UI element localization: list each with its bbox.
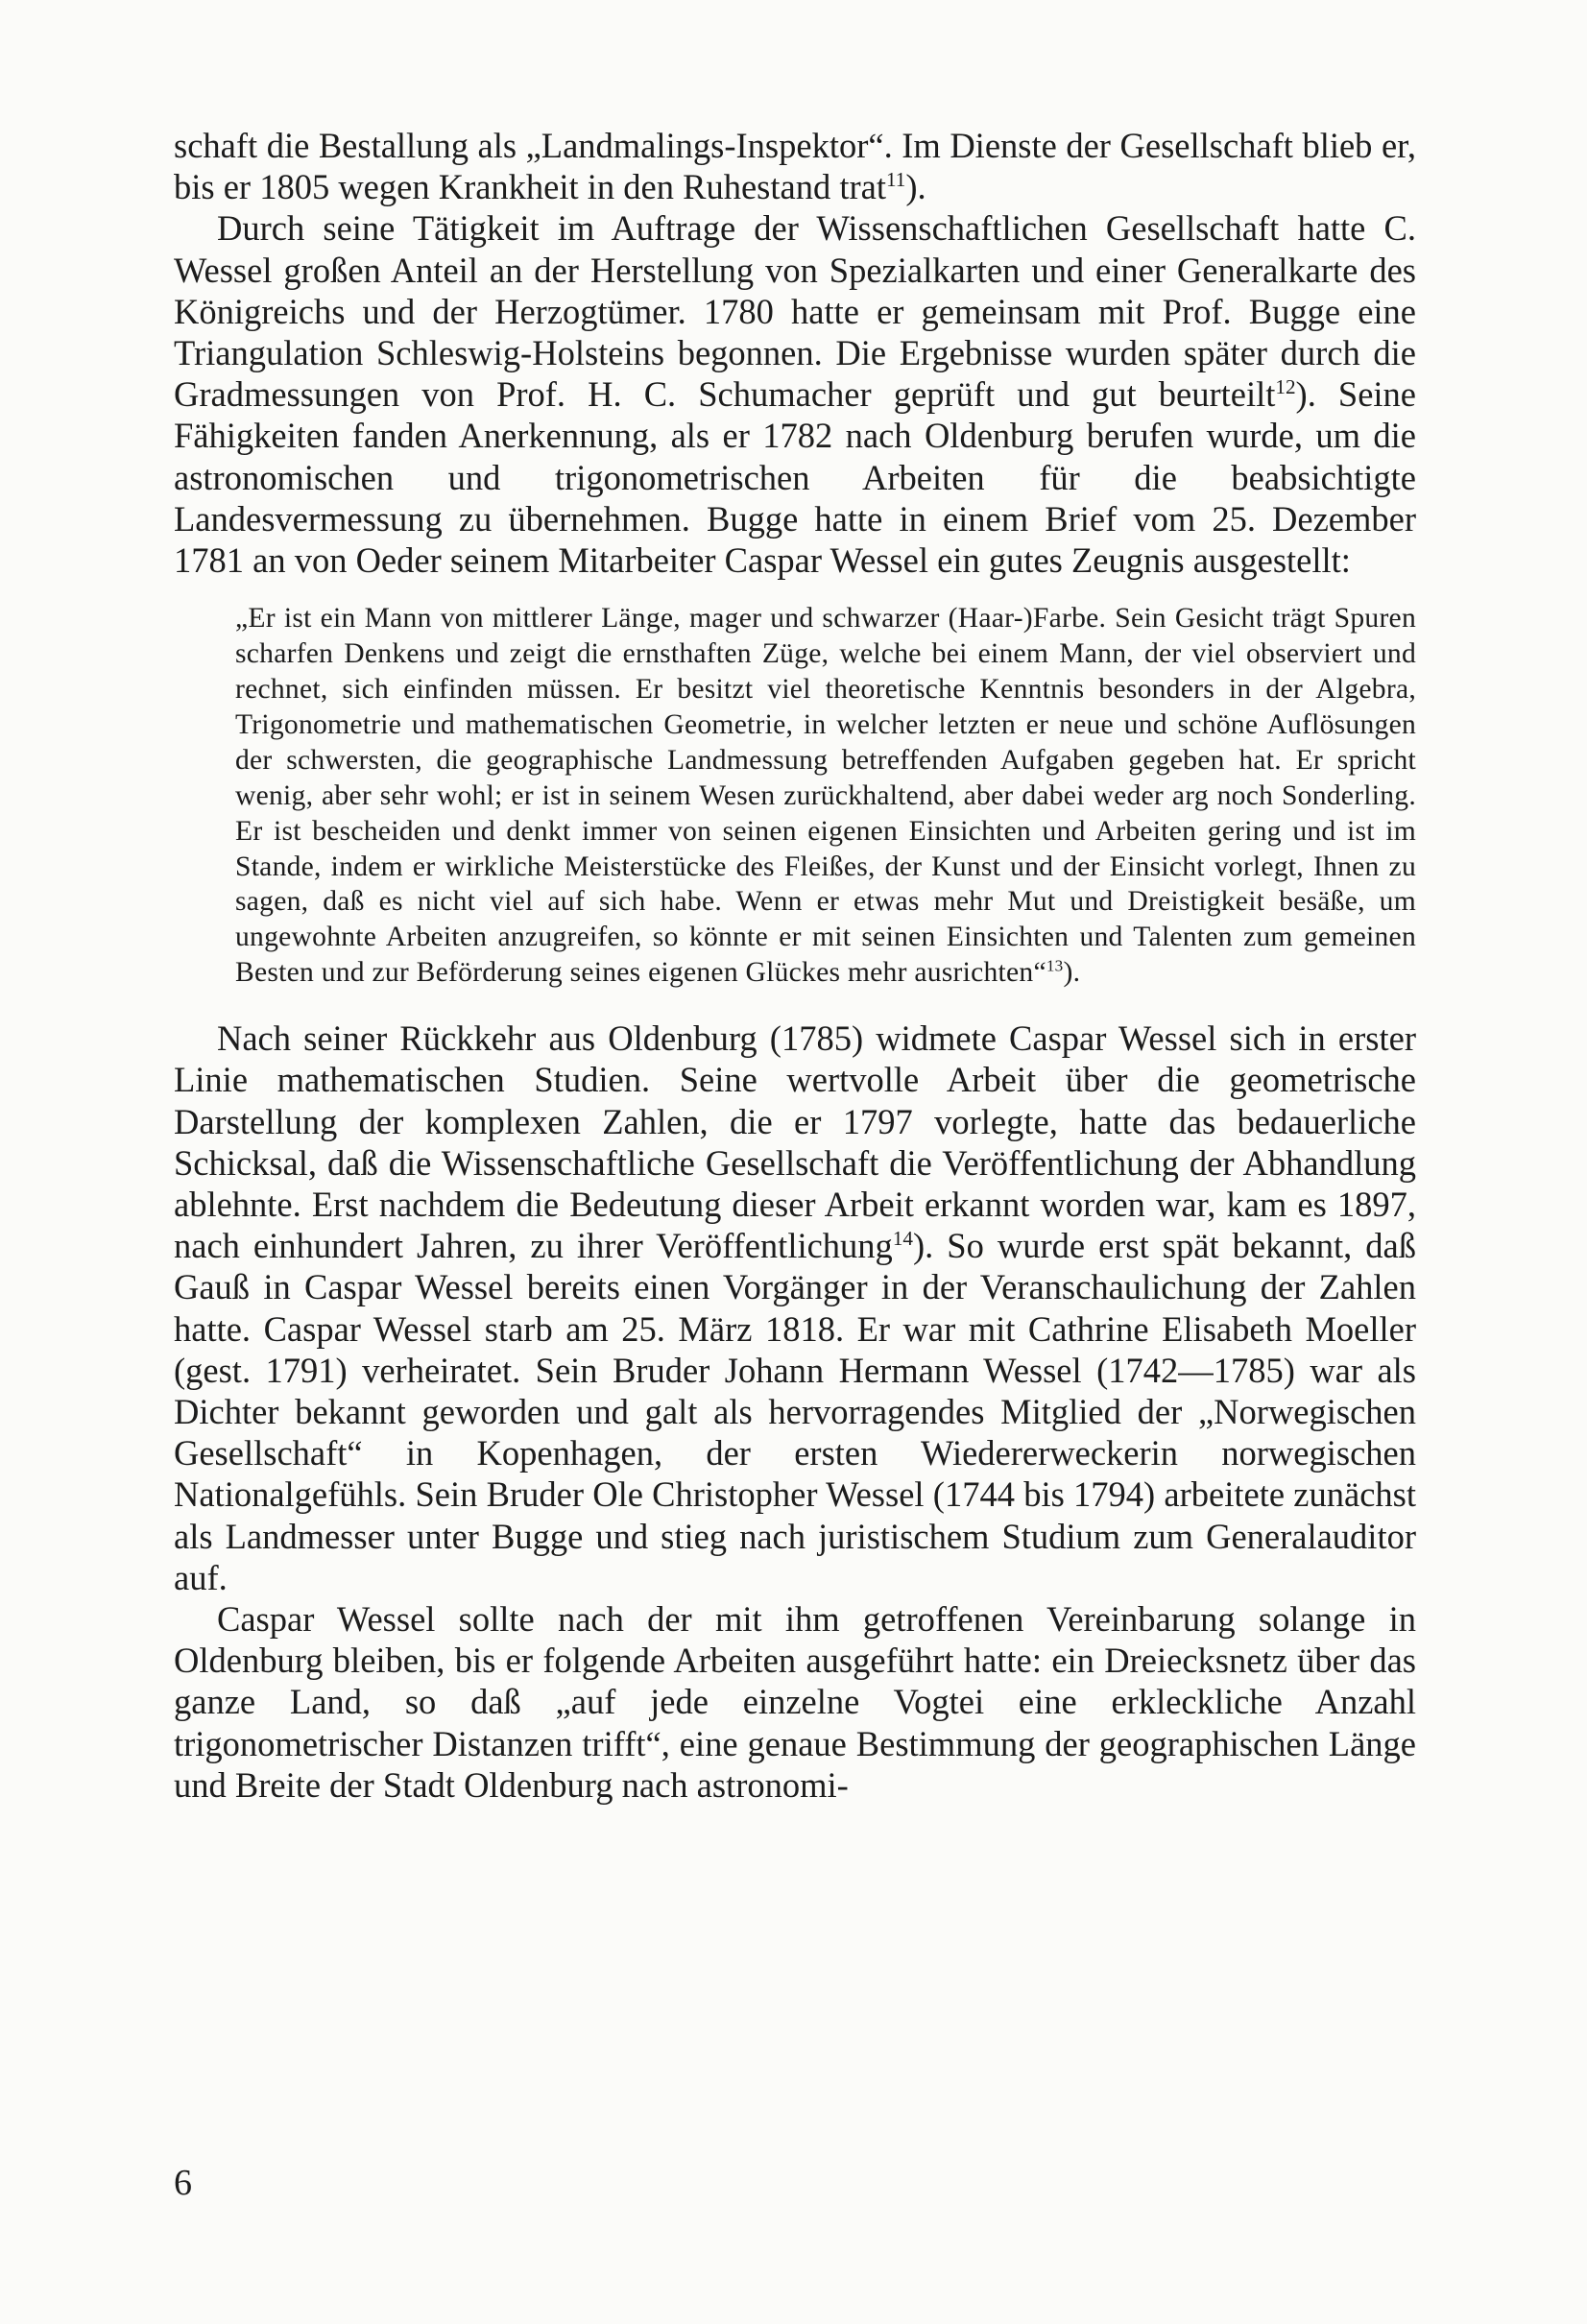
footnote-marker-11: 11 (885, 168, 906, 192)
paragraph-text: Durch seine Tätigkeit im Auftrage der Wissenschaftlichen Gesellschaft hatte C. Wessel großen Anteil an der Herstellung von Spezialkarten und einer Generalkarte des Königreichs und der Herzogtümer. 1780 hatte er gemeinsam mit Prof. Bugge eine Triangulation Schleswig-Holsteins begonnen. Die Ergebnisse wurden später durch die Gradmessungen von Prof. H. C. Schumacher geprüft und gut beurteilt (174, 208, 1416, 415)
quote-text: ). (1063, 957, 1081, 989)
paragraph-vereinbarung (174, 1598, 1416, 1806)
page-number: 6 (174, 2163, 192, 2203)
book-page (174, 125, 1416, 1806)
footnote-marker-14: 14 (892, 1227, 913, 1251)
quote-text: „Er ist ein Mann von mittlerer Länge, mager und schwarzer (Haar-)Farbe. Sein Gesicht trägt Spuren scharfen Denkens und zeigt die ernsthaften Züge, welche bei einem Mann, der viel observiert und rechnet, sich einfinden müssen. Er besitzt viel theoretische Kenntnis besonders in der Algebra, Trigonometrie und mathematischen Geometrie, in welcher letzten er neue und schöne Auflösungen der schwersten, die geographische Landmessung betreffenden Aufgaben gegeben hat. Er spricht wenig, aber sehr wohl; er ist in seinem Wesen zurückhaltend, aber dabei weder arg noch Sonderling. Er ist bescheiden und denkt immer von seinen eigenen Einsichten und Arbeiten gering und ist im Stande, indem er wirkliche Meisterstücke des Fleißes, der Kunst und der Einsicht vorlegt, Ihnen zu sagen, daß es nicht viel auf sich habe. Wenn er etwas mehr Mut und Dreistigkeit besäße, um ungewohnte Arbeiten anzugreifen, so könnte er mit seinen Einsichten und Talenten zum gemeinen Besten und zur Beförderung seines eigenen Glückes mehr ausrichten“ (235, 603, 1416, 989)
paragraph-rueckkehr (174, 1018, 1416, 1598)
paragraph-text: Caspar Wessel sollte nach der mit ihm getroffenen Vereinbarung solange in Oldenburg bleiben, bis er folgende Arbeiten ausgeführt hatte: ein Dreiecksnetz über das ganze Land, so daß „auf jede einzelne Vogtei eine erkleckliche Anzahl trigonometrischer Distanzen trifft“, eine genaue Bestimmung der geographischen Länge und Breite der Stadt Oldenburg nach astronomi- (174, 1599, 1416, 1805)
paragraph-text: Nach seiner Rückkehr aus Oldenburg (1785) widmete Caspar Wessel sich in erster Linie mathematischen Studien. Seine wertvolle Arbeit über die geometrische Darstellung der komplexen Zahlen, die er 1797 vorlegte, hatte das bedauerliche Schicksal, daß die Wissenschaftliche Gesellschaft die Veröffentlichung der Abhandlung ablehnte. Erst nachdem die Bedeutung dieser Arbeit erkannt worden war, kam es 1897, nach einhundert Jahren, zu ihrer Veröffentlichung (174, 1018, 1416, 1266)
paragraph-text: schaft die Bestallung als „Landmalings-Inspektor“. Im Dienste der Gesellschaft blieb er, bis er 1805 wegen Krankheit in den Ruhestand trat (174, 126, 1416, 207)
footnote-marker-13: 13 (1046, 956, 1064, 975)
paragraph-text: ). So wurde erst spät bekannt, daß Gauß in Caspar Wessel bereits einen Vorgänger in der Veranschaulichung der Zahlen hatte. Caspar Wessel starb am 25. März 1818. Er war mit Cathrine Elisabeth Moeller (gest. 1791) verheiratet. Sein Bruder Johann Hermann Wessel (1742—1785) war als Dichter bekannt geworden und galt als hervorragendes Mitglied der „Norwegischen Gesellschaft“ in Kopenhagen, der ersten Wiedererweckerin norwegischen Nationalgefühls. Sein Bruder Ole Christopher Wessel (1744 bis 1794) arbeitete zunächst als Landmesser unter Bugge und stieg nach juristischem Studium zum Generalauditor auf. (174, 1226, 1416, 1597)
paragraph-text: ). Seine Fähigkeiten fanden Anerkennung, als er 1782 nach Oldenburg berufen wurde, um die astronomischen und trigonometrischen Arbeiten für die beabsichtigte Landesvermessung zu übernehmen. Bugge hatte in einem Brief vom 25. Dezember 1781 an von Oeder seinem Mitarbeiter Caspar Wessel ein gutes Zeugnis ausgestellt: (174, 374, 1416, 581)
footnote-marker-12: 12 (1275, 375, 1296, 399)
paragraph-taetigkeit (174, 207, 1416, 581)
paragraph-bestallung (174, 125, 1416, 207)
block-quote-bugge-letter (235, 601, 1416, 991)
paragraph-text: ). (905, 167, 926, 207)
